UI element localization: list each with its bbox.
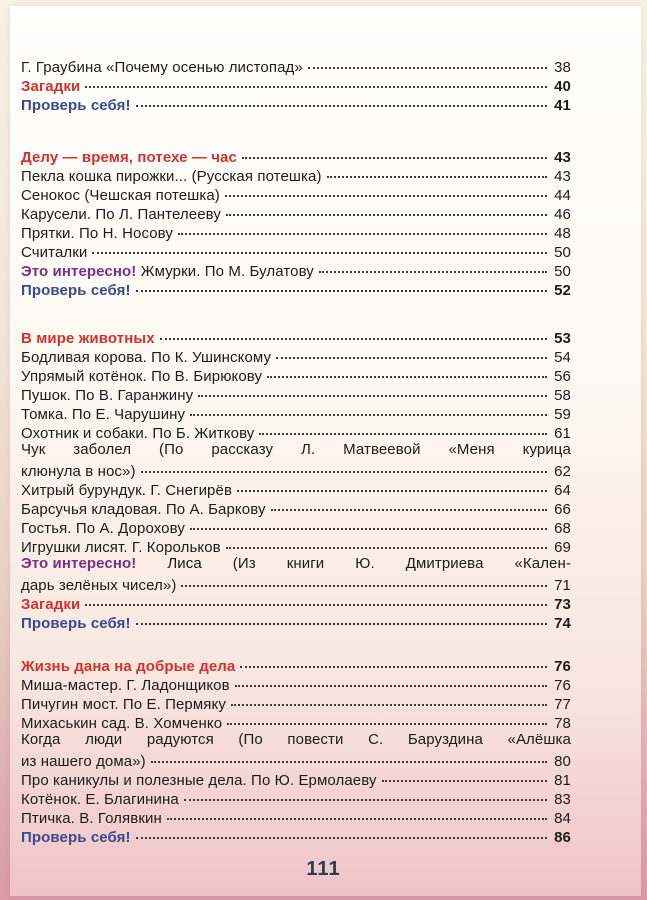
dot-leader: [231, 689, 547, 706]
toc-entry-text: Считалки: [21, 244, 88, 261]
toc-entry[interactable]: [21, 535, 571, 554]
toc-entry-text: Проверь себя!: [21, 97, 131, 114]
dot-leader: [242, 142, 547, 159]
toc-entry-word: Матвеевой: [343, 441, 421, 458]
toc-page-number: 43: [554, 149, 571, 166]
dot-leader: [181, 570, 547, 587]
toc-entry-text: Упрямый котёнок. По В. Бирюкову: [21, 368, 263, 385]
dot-leader: [382, 765, 547, 782]
toc-page-number: 84: [554, 810, 571, 827]
toc-entry-text: Барсучья кладовая. По А. Баркову: [21, 501, 266, 518]
toc-entry-word: повести: [287, 731, 344, 748]
toc-section-heading[interactable]: [21, 611, 571, 630]
toc-page-number: 78: [554, 715, 571, 732]
toc-entry-text: Сенокос (Чешская потешка): [21, 187, 220, 204]
dot-leader: [136, 90, 547, 107]
toc-entry[interactable]: [21, 421, 571, 440]
toc-section-heading[interactable]: [21, 278, 571, 297]
toc-entry[interactable]: [21, 711, 571, 730]
dot-leader: [92, 237, 547, 254]
dot-leader: [136, 608, 547, 625]
toc-entry-text: Г. Граубина «Почему осенью листопад»: [21, 59, 303, 76]
toc-page-number: 80: [554, 753, 571, 770]
toc-entry-text: дарь зелёных чисел»): [21, 577, 177, 594]
toc-page-number: 64: [554, 482, 571, 499]
dot-leader: [184, 784, 547, 801]
toc-entry-text: Игрушки лисят. Г. Корольков: [21, 539, 221, 556]
dot-leader: [167, 803, 547, 820]
dot-leader: [227, 708, 547, 725]
toc-entry-title: [21, 828, 134, 847]
toc-page-number: 66: [554, 501, 571, 518]
toc-page-number: 73: [554, 596, 571, 613]
toc-entry-word: люди: [85, 731, 123, 748]
toc-page-number: 44: [554, 187, 571, 204]
toc-page-number: 50: [554, 263, 571, 280]
toc-page-number: 62: [554, 463, 571, 480]
toc-page-number: 46: [554, 206, 571, 223]
toc-entry-text: Бодливая корова. По К. Ушинскому: [21, 349, 272, 366]
toc-page-number: 54: [554, 349, 571, 366]
toc-entry-text: Прятки. По Н. Носову: [21, 225, 174, 242]
toc-entry-word: Когда: [21, 731, 61, 748]
toc-page-number: 69: [554, 539, 571, 556]
toc-entry-text: Жмурки. По М. Булатову: [140, 263, 314, 280]
dot-leader: [136, 822, 547, 839]
toc-page-number: 56: [554, 368, 571, 385]
toc-entry-title: [21, 614, 134, 633]
toc-page-number: 52: [554, 282, 571, 299]
toc-entry-text: Загадки: [21, 78, 81, 95]
toc-entry-text: клюнула в нос»): [21, 463, 136, 480]
toc-page-number: 86: [554, 829, 571, 846]
toc-entry-word: «Кален-: [514, 555, 571, 572]
toc-entry-text: Жизнь дана на добрые дела: [21, 658, 236, 675]
toc-page-number: 61: [554, 425, 571, 442]
toc-entry-word: Дмитриева: [405, 555, 484, 572]
toc-page-number: 50: [554, 244, 571, 261]
toc-page-number: 76: [554, 658, 571, 675]
toc-page-number: 41: [554, 97, 571, 114]
toc-entry-word: (По: [159, 441, 184, 458]
page-number: 111: [306, 858, 341, 880]
toc-section-heading[interactable]: [21, 93, 571, 112]
toc-entry-text: Проверь себя!: [21, 282, 131, 299]
dot-leader: [327, 161, 547, 178]
toc-entry-word: (По: [238, 731, 263, 748]
toc-page-number: 40: [554, 78, 571, 95]
toc-entry-text: Михаськин сад. В. Хомченко: [21, 715, 223, 732]
toc-entry-word: (Из: [232, 555, 256, 572]
toc-entry-word: Ю.: [355, 555, 375, 572]
dot-leader: [319, 256, 547, 273]
toc-page-number: 53: [554, 330, 571, 347]
toc-entry-text: Проверь себя!: [21, 615, 131, 632]
toc-entry-text: Пичугин мост. По Е. Пермяку: [21, 696, 226, 713]
toc-entry-word: «Алёшка: [507, 731, 571, 748]
toc-section-heading[interactable]: [21, 825, 571, 844]
toc-page-number: 76: [554, 677, 571, 694]
toc-entry-text: Про каникулы и полезные дела. По Ю. Ермолаеву: [21, 772, 377, 789]
toc-page-number: 81: [554, 772, 571, 789]
toc-page-number: 68: [554, 520, 571, 537]
dot-leader: [136, 275, 547, 292]
toc-entry-word: Лиса: [167, 555, 202, 572]
toc-page-number: 74: [554, 615, 571, 632]
toc-entry-word: рассказу: [211, 441, 274, 458]
toc-entry-word: книги: [286, 555, 325, 572]
dot-leader: [198, 380, 547, 397]
toc-entry-title: [21, 281, 134, 300]
toc-entry-text: Пушок. По В. Гаранжину: [21, 387, 194, 404]
toc-entry-word: курица: [522, 441, 571, 458]
toc-accent-label: Это интересно!: [21, 263, 137, 280]
toc-page-number: 83: [554, 791, 571, 808]
toc-entry-word: заболел: [73, 441, 132, 458]
dot-leader: [85, 589, 547, 606]
toc-entry-word: радуются: [146, 731, 214, 748]
toc-entry-text: В мире животных: [21, 330, 155, 347]
dot-leader: [226, 199, 547, 216]
dot-leader: [141, 456, 547, 473]
dot-leader: [276, 342, 547, 359]
dot-leader: [240, 651, 547, 668]
toc-entry-word: Чук: [21, 441, 46, 458]
dot-leader: [271, 494, 547, 511]
toc-entry-text: Котёнок. Е. Благинина: [21, 791, 179, 808]
toc-page-number: 59: [554, 406, 571, 423]
toc-entry-text: из нашего дома»): [21, 753, 146, 770]
toc-entry-text: Птичка. В. Голявкин: [21, 810, 162, 827]
toc-entry-word: Л.: [301, 441, 316, 458]
dot-leader: [85, 71, 547, 88]
toc-entry-text: Проверь себя!: [21, 829, 131, 846]
dot-leader: [267, 361, 547, 378]
dot-leader: [190, 399, 547, 416]
dot-leader: [160, 323, 547, 340]
toc-entry-text: Карусели. По Л. Пантелееву: [21, 206, 221, 223]
dot-leader: [235, 670, 547, 687]
toc-entry-word: Баруздина: [407, 731, 483, 748]
dot-leader: [237, 475, 547, 492]
toc-entry-text: Миша-мастер. Г. Ладонщиков: [21, 677, 230, 694]
toc-entry-word: С.: [368, 731, 384, 748]
toc-page-number: 77: [554, 696, 571, 713]
toc-page-number: 71: [554, 577, 571, 594]
dot-leader: [151, 746, 547, 763]
toc-entry-text: Охотник и собаки. По Б. Житкову: [21, 425, 255, 442]
dot-leader: [190, 513, 547, 530]
dot-leader: [308, 52, 547, 69]
dot-leader: [225, 180, 547, 197]
dot-leader: [178, 218, 547, 235]
toc-entry-word: «Меня: [448, 441, 495, 458]
toc-page-number: 48: [554, 225, 571, 242]
toc-entry-text: Гостья. По А. Дорохову: [21, 520, 185, 537]
toc-accent-label: Это интересно!: [21, 555, 137, 572]
toc-entry-text: Хитрый бурундук. Г. Снегирёв: [21, 482, 233, 499]
toc-page-number: 38: [554, 59, 571, 76]
toc-page-number: 43: [554, 168, 571, 185]
toc-entry-text: Делу — время, потехе — час: [21, 149, 237, 166]
toc-entry-text: Томка. По Е. Чарушину: [21, 406, 186, 423]
toc-page-number: 58: [554, 387, 571, 404]
toc-entry-title: [21, 96, 134, 115]
dot-leader: [259, 418, 547, 435]
dot-leader: [226, 532, 547, 549]
toc-entry-text: Загадки: [21, 596, 81, 613]
toc-entry-text: Пекла кошка пирожки... (Русская потешка): [21, 168, 322, 185]
